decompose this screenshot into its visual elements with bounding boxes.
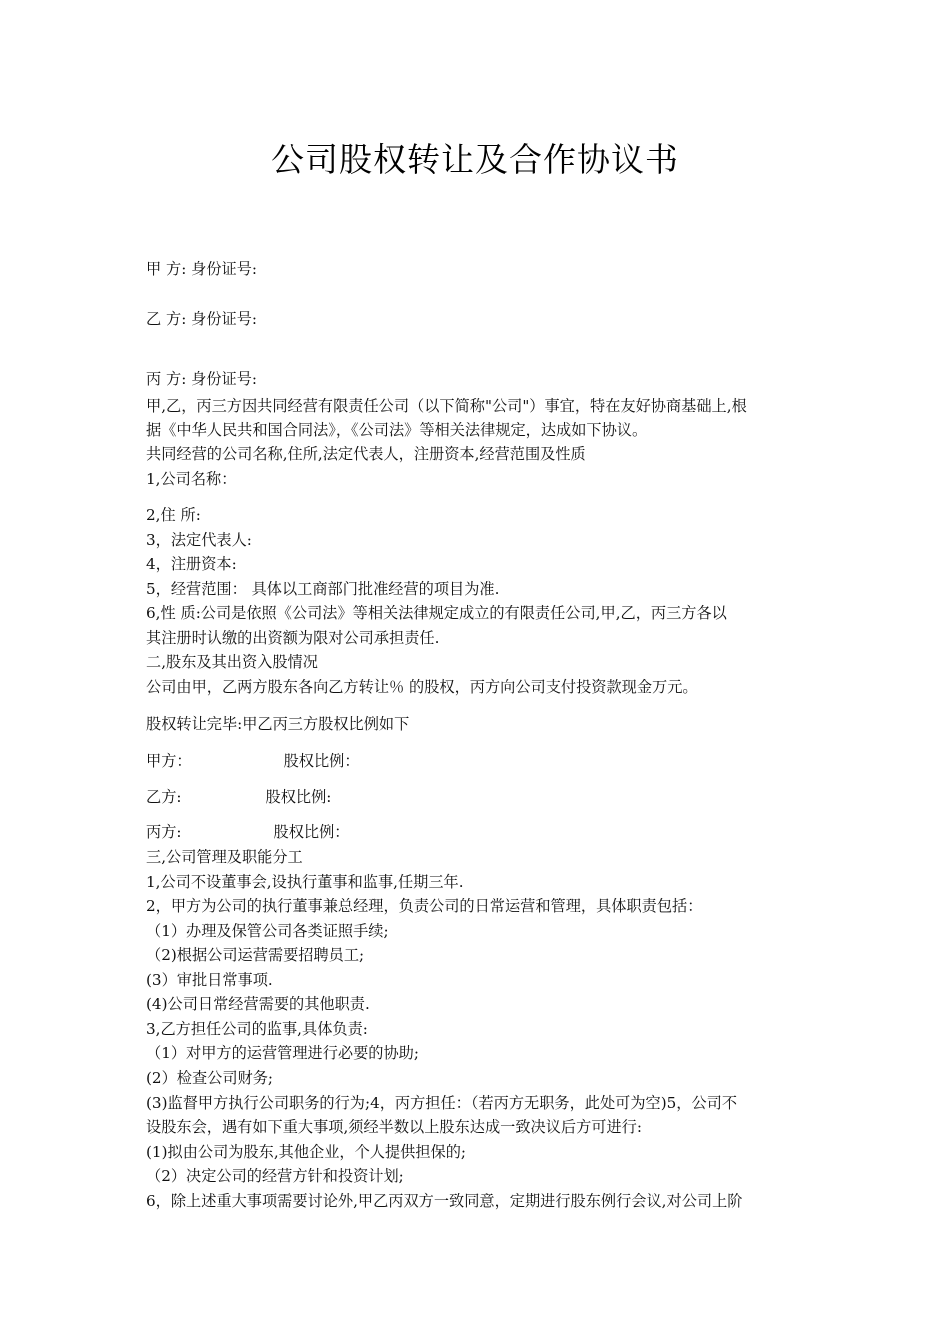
- share-ratio-label: 股权比例：: [273, 823, 350, 841]
- paragraph-line: 设股东会，遇有如下重大事项,须经半数以上股东达成一致决议后方可进行:: [146, 1118, 642, 1136]
- share-party: 乙方:: [146, 788, 182, 806]
- paragraph-line: 共同经营的公司名称,住所,法定代表人，注册资本,经营范围及性质: [146, 445, 586, 463]
- list-item: (2）检查公司财务;: [146, 1069, 274, 1087]
- paragraph-line: 股权转让完毕:甲乙丙三方股权比例如下: [146, 715, 410, 733]
- share-ratio-label: 股权比例:: [265, 788, 332, 806]
- party-b-line: 乙 方: 身份证号:: [146, 310, 258, 328]
- share-ratio-label: 股权比例：: [283, 752, 360, 770]
- share-row-a: [146, 751, 816, 771]
- paragraph-line: 据《中华人民共和国合同法》，《公司法》等相关法律规定，达成如下协议。: [146, 421, 648, 439]
- paragraph-line: 6，除上述重大事项需要讨论外,甲乙丙双方一致同意，定期进行股东例行会议,对公司上阶: [146, 1192, 743, 1210]
- paragraph-line: 4，注册资本:: [146, 555, 237, 573]
- list-item: （2）决定公司的经营方针和投资计划;: [146, 1167, 404, 1185]
- document-title: 公司股权转让及合作协议书: [271, 140, 679, 179]
- paragraph-line: 6,性 质:公司是依照《公司法》等相关法律规定成立的有限责任公司,甲,乙，丙三方各以: [146, 604, 727, 622]
- paragraph-line: 2，甲方为公司的执行董事兼总经理，负责公司的日常运营和管理，具体职责包括：: [146, 897, 703, 915]
- section-heading: 二,股东及其出资入股情况: [146, 653, 318, 671]
- paragraph-line: 5，经营范围： 具体以工商部门批准经营的项目为准.: [146, 580, 500, 598]
- share-party: 丙方:: [146, 823, 182, 841]
- list-item: (4)公司日常经营需要的其他职责.: [146, 995, 370, 1013]
- paragraph-line: 甲,乙，丙三方因共同经营有限责任公司（以下简称"公司"）事宜，特在友好协商基础上,根: [146, 397, 747, 415]
- list-item: （2)根据公司运营需要招聘员工;: [146, 946, 365, 964]
- paragraph-line: 2,住 所:: [146, 506, 201, 524]
- list-item: (3）审批日常事项.: [146, 971, 273, 989]
- paragraph-line: (3)监督甲方执行公司职务的行为;4，丙方担任：（若丙方无职务，此处可为空)5，公司不: [146, 1094, 738, 1112]
- share-row-c: [146, 822, 816, 842]
- party-a-line: 甲 方: 身份证号:: [146, 260, 258, 278]
- share-party: 甲方：: [146, 752, 192, 770]
- list-item: （1）办理及保管公司各类证照手续;: [146, 922, 389, 940]
- paragraph-line: 1,公司不设董事会,设执行董事和监事,任期三年.: [146, 873, 464, 891]
- paragraph-line: 3,乙方担任公司的监事,具体负责:: [146, 1020, 368, 1038]
- list-item: （1）对甲方的运营管理进行必要的协助;: [146, 1044, 419, 1062]
- paragraph-line: 其注册时认缴的出资额为限对公司承担责任.: [146, 629, 440, 647]
- share-row-b: [146, 787, 816, 807]
- paragraph-line: 公司由甲，乙两方股东各向乙方转让％ 的股权，丙方向公司支付投资款现金万元。: [146, 678, 698, 696]
- paragraph-line: 1,公司名称：: [146, 470, 237, 488]
- section-heading: 三,公司管理及职能分工: [146, 848, 303, 866]
- list-item: (1)拟由公司为股东,其他企业，个人提供担保的;: [146, 1143, 467, 1161]
- paragraph-line: 3，法定代表人:: [146, 531, 252, 549]
- party-c-line: 丙 方: 身份证号:: [146, 370, 258, 388]
